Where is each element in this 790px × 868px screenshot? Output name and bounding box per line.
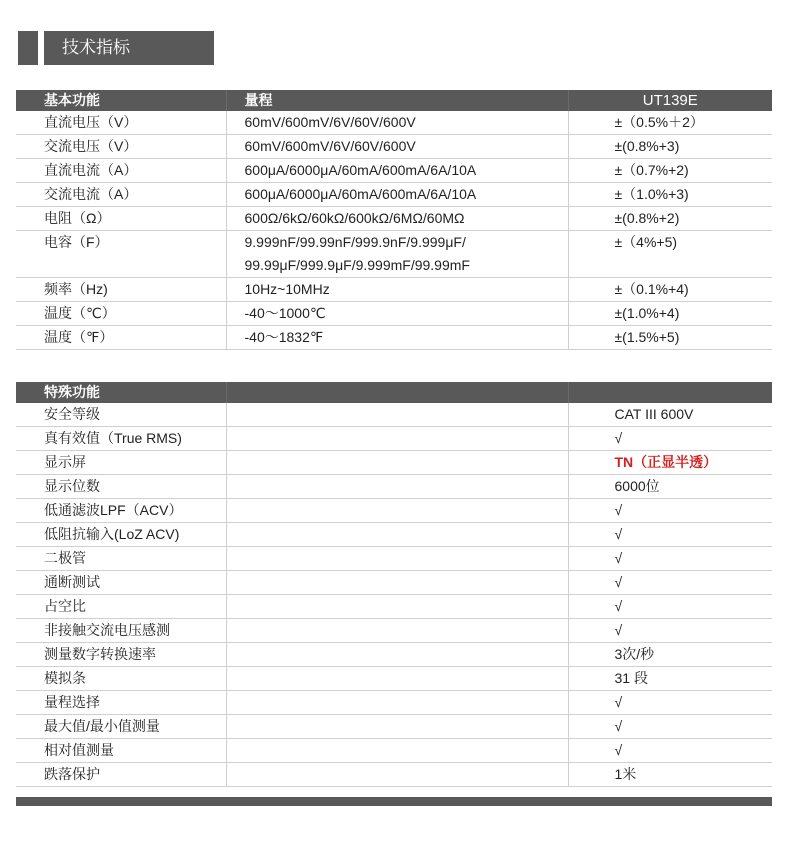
feature-name: 通断测试 [16,571,226,595]
feature-name: 跌落保护 [16,763,226,787]
empty-cell [226,643,568,667]
feature-value: 31 段 [568,667,772,691]
table-row [16,111,772,135]
table-row [16,326,772,350]
function-accuracy: ±（0.1%+4) [568,278,772,302]
feature-value-highlight: TN（正显半透） [568,451,772,475]
feature-name: 非接触交流电压感测 [16,619,226,643]
empty-cell [226,571,568,595]
feature-value: CAT III 600V [568,403,772,427]
feature-name: 占空比 [16,595,226,619]
empty-cell [226,547,568,571]
empty-cell [226,451,568,475]
feature-name: 安全等级 [16,403,226,427]
basic-spec-table [16,90,772,350]
table-row [16,231,772,278]
table-row [16,523,772,547]
table-row [16,571,772,595]
table-row [16,691,772,715]
header-special-function: 特殊功能 [16,382,226,403]
function-name: 电阻（Ω） [16,207,226,231]
function-accuracy: ±(1.0%+4) [568,302,772,326]
function-range: -40～1000℃ [226,302,568,326]
function-name: 直流电流（A） [16,159,226,183]
function-accuracy: ±(0.8%+3) [568,135,772,159]
table-row [16,499,772,523]
feature-name: 低通滤波LPF（ACV） [16,499,226,523]
empty-cell [226,715,568,739]
table-row [16,763,772,787]
feature-value: √ [568,595,772,619]
feature-value: √ [568,427,772,451]
table-row [16,278,772,302]
feature-value: 1米 [568,763,772,787]
empty-cell [226,403,568,427]
function-accuracy: ±（4%+5) [568,231,772,278]
function-name: 温度（℉） [16,326,226,350]
function-range: 10Hz~10MHz [226,278,568,302]
feature-value: √ [568,571,772,595]
empty-cell [226,499,568,523]
table-row [16,427,772,451]
function-range-line2: 99.99μF/999.9μF/9.999mF/99.99mF [244,257,470,273]
feature-name: 低阻抗输入(LoZ ACV) [16,523,226,547]
feature-name: 相对值测量 [16,739,226,763]
function-range: 60mV/600mV/6V/60V/600V [226,111,568,135]
function-accuracy: ±（0.5%＋2） [568,111,772,135]
function-range: -40～1832℉ [226,326,568,350]
table-row [16,739,772,763]
feature-name: 测量数字转换速率 [16,643,226,667]
table-row [16,475,772,499]
feature-value: √ [568,619,772,643]
footer-bar [16,797,772,806]
feature-name: 二极管 [16,547,226,571]
function-name: 电容（F） [16,231,226,278]
section-title-text: 技术指标 [44,31,214,65]
empty-cell [226,739,568,763]
feature-value: √ [568,523,772,547]
function-accuracy: ±（0.7%+2) [568,159,772,183]
function-range-line1: 9.999nF/99.99nF/999.9nF/9.999μF/ [244,234,466,250]
header-empty [568,382,772,403]
basic-table-header [16,90,772,111]
feature-name: 最大值/最小值测量 [16,715,226,739]
feature-value: 6000位 [568,475,772,499]
feature-value: √ [568,499,772,523]
header-basic-function: 基本功能 [16,90,226,111]
table-row [16,135,772,159]
table-row [16,643,772,667]
feature-value: √ [568,547,772,571]
feature-value: 3次/秒 [568,643,772,667]
function-name: 交流电压（V） [16,135,226,159]
table-row [16,207,772,231]
function-range: 600Ω/6kΩ/60kΩ/600kΩ/6MΩ/60MΩ [226,207,568,231]
section-title [18,31,214,65]
empty-cell [226,763,568,787]
function-name: 温度（℃） [16,302,226,326]
table-row [16,302,772,326]
header-range: 量程 [226,90,568,111]
table-row [16,159,772,183]
feature-value: √ [568,715,772,739]
empty-cell [226,667,568,691]
empty-cell [226,475,568,499]
empty-cell [226,427,568,451]
feature-name: 模拟条 [16,667,226,691]
function-accuracy: ±（1.0%+3) [568,183,772,207]
feature-name: 量程选择 [16,691,226,715]
function-range: 60mV/600mV/6V/60V/600V [226,135,568,159]
empty-cell [226,619,568,643]
function-range [226,231,568,278]
table-row [16,595,772,619]
empty-cell [226,595,568,619]
header-model: UT139E [568,90,772,111]
table-row [16,715,772,739]
special-table-header [16,382,772,403]
function-range: 600μA/6000μA/60mA/600mA/6A/10A [226,159,568,183]
function-accuracy: ±(1.5%+5) [568,326,772,350]
empty-cell [226,691,568,715]
function-accuracy: ±(0.8%+2) [568,207,772,231]
feature-value: √ [568,739,772,763]
empty-cell [226,523,568,547]
table-row [16,619,772,643]
title-accent-bar [18,31,38,65]
feature-name: 显示位数 [16,475,226,499]
function-name: 直流电压（V） [16,111,226,135]
table-row [16,667,772,691]
table-row [16,183,772,207]
feature-name: 显示屏 [16,451,226,475]
feature-name: 真有效值（True RMS) [16,427,226,451]
function-name: 频率（Hz) [16,278,226,302]
table-row [16,547,772,571]
feature-value: √ [568,691,772,715]
header-empty [226,382,568,403]
function-range: 600μA/6000μA/60mA/600mA/6A/10A [226,183,568,207]
function-name: 交流电流（A） [16,183,226,207]
special-function-table [16,382,772,787]
table-row [16,403,772,427]
table-row [16,451,772,475]
